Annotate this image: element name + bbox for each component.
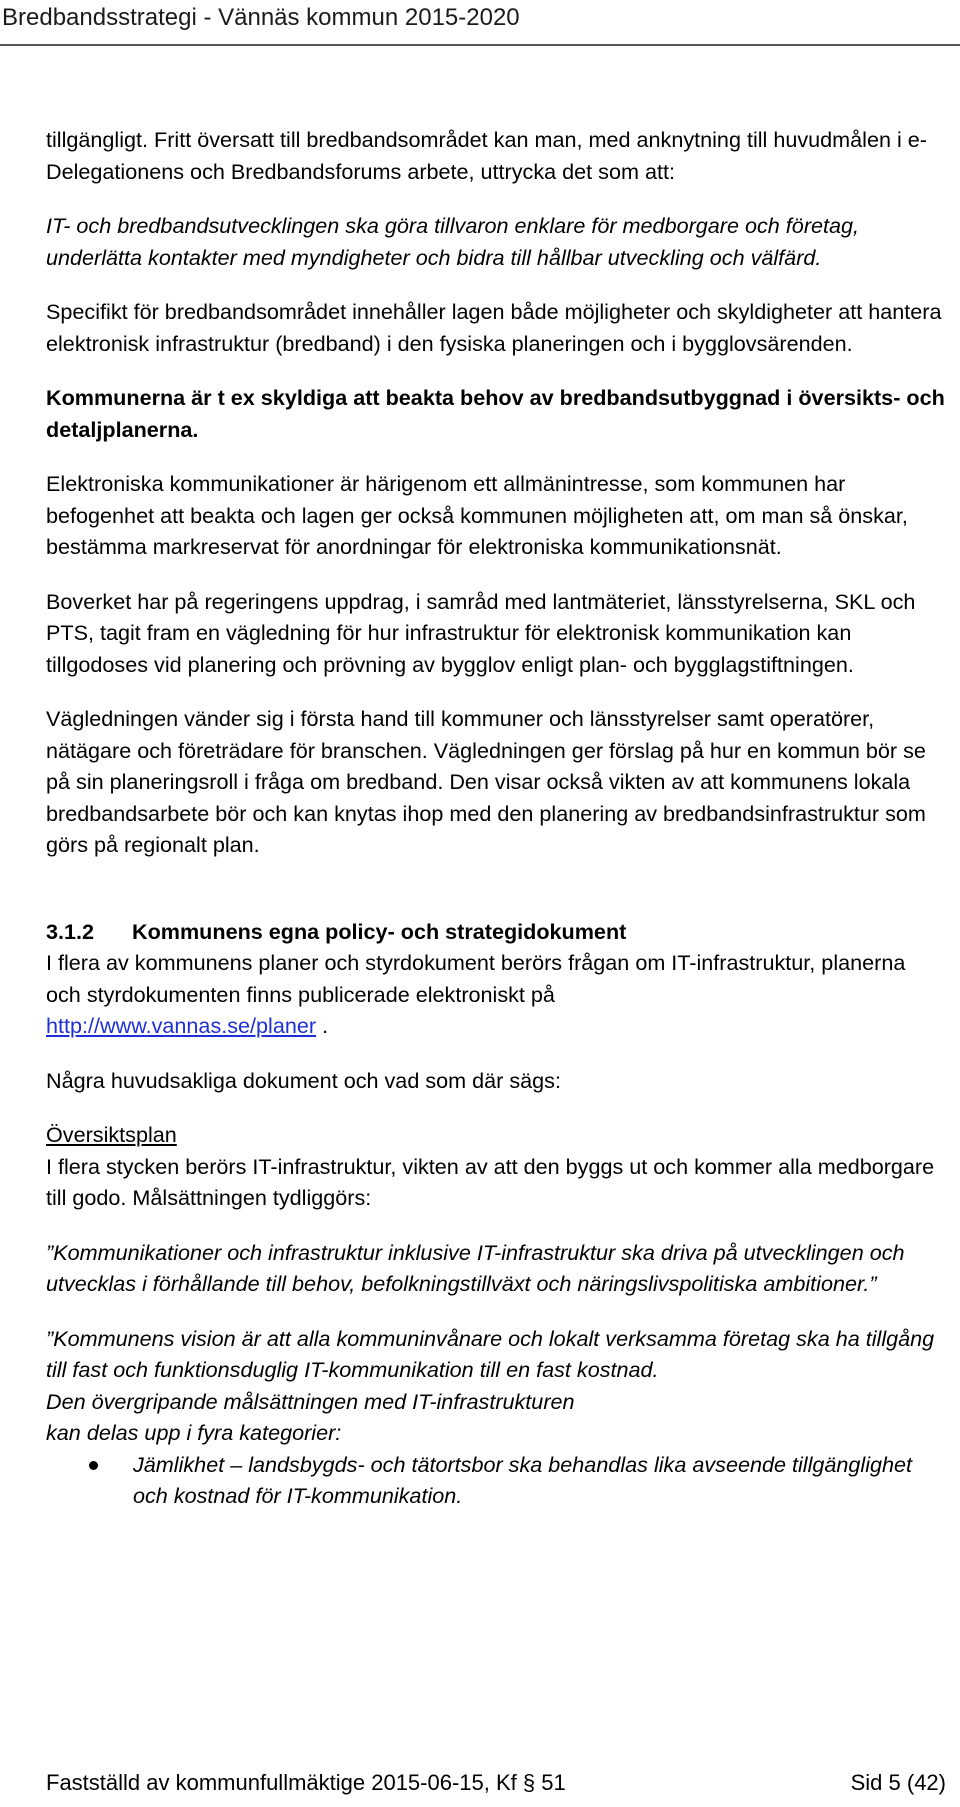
paragraph: Elektroniska kommunikationer är härigenom ett allmänintresse, som kommunen har befogenhet att beakta och lagen ger också kommunen möjligheten att, om man så önskar, bestämma markreservat för anordningar för elektroniska kommunikationsnät. [46,471,908,559]
section-heading [46,916,946,948]
page-header [0,0,960,46]
section-intro-text: I flera av kommunens planer och styrdokument berörs frågan om IT-infrastruktur, planerna och styrdokumenten finns publicerade elektroniskt på [46,950,906,1007]
list-item-text: Jämlikhet – landsbygds- och tätortsbor ska behandlas lika avseende tillgänglighet och kostnad för IT-kommunikation. [133,1451,913,1508]
italic-paragraph: IT- och bredbandsutvecklingen ska göra tillvaron enklare för medborgare och företag, underlätta kontakter med myndigheter och bidra till hållbar utveckling och välfärd. [46,213,860,270]
paragraph: Boverket har på regeringens uppdrag, i samråd med lantmäteriet, länsstyrelserna, SKL och PTS, tagit fram en vägledning för hur infrastruktur för elektronisk kommunikation kan tillgodoses vid planering och prövning av bygglov enligt plan- och bygglagstiftningen. [46,588,916,677]
paragraph: Specifikt för bredbandsområdet innehåller lagen både möjligheter och skyldigheter att hantera elektronisk infrastruktur (bredband) i den fysiska planeringen och i bygglovsärenden. [46,299,942,356]
planer-link[interactable]: http://www.vannas.se/planer [46,1013,317,1038]
quote-line: kan delas upp i fyra kategorier: [46,1420,342,1445]
quote: ”Kommunikationer och infrastruktur inklusive IT-infrastruktur ska driva på utvecklingen och utvecklas i förhållande till behov, befolkningstillväxt och näringslivspolitiska ambitioner.” [46,1239,905,1296]
quote [46,1323,946,1449]
paragraph: tillgängligt. Fritt översatt till bredbandsområdet kan man, med anknytning till huvudmålen i e-Delegationens och Bredbandsforums arbete, uttrycka det som att: [46,127,927,184]
document-title: Bredbandsstrategi - Vännäs kommun 2015-2020 [2,4,520,31]
section-number: 3.1.2 [46,918,95,944]
list-item [46,1449,946,1512]
section-title: Kommunens egna policy- och strategidokument [132,918,627,944]
paragraph: I flera stycken berörs IT-infrastruktur, vikten av att den byggs ut och kommer alla medborgare till godo. Målsättningen tydliggörs: [46,1153,935,1210]
footer-adoption-note: Fastställd av kommunfullmäktige 2015-06-15, Kf § 51 [46,1770,566,1795]
paragraph: Vägledningen vänder sig i första hand till kommuner och länsstyrelser samt operatörer, nätägare och företrädare för branschen. Vägledningen ger förslag på hur en kommun bör se på sin planeringsroll i fråga om bredband. Den visar också vikten av att kommunens lokala bredbandsarbete bör och kan knytas ihop med den planering av bredbandsinfrastruktur som görs på regionalt plan. [46,706,926,857]
bullet-icon [89,1461,98,1470]
page-number: Sid 5 (42) [850,1770,946,1795]
bold-paragraph: Kommunerna är t ex skyldiga att beakta behov av bredbandsutbyggnad i översikts- och detaljplanerna. [46,385,945,442]
quote-line: ”Kommunens vision är att alla kommuninvånare och lokalt verksamma företag ska ha tillgång till fast och funktionsduglig IT-kommunikation till en fast kostnad. [46,1325,935,1382]
link-trailing-text: . [316,1013,329,1038]
subheading-oversiktsplan: Översiktsplan [46,1122,177,1147]
lead-paragraph: Några huvudsakliga dokument och vad som där sägs: [46,1067,561,1093]
section-intro [46,947,946,1042]
quote-line: Den övergripande målsättningen med IT-infrastrukturen [46,1388,575,1414]
page-content [46,124,946,1512]
